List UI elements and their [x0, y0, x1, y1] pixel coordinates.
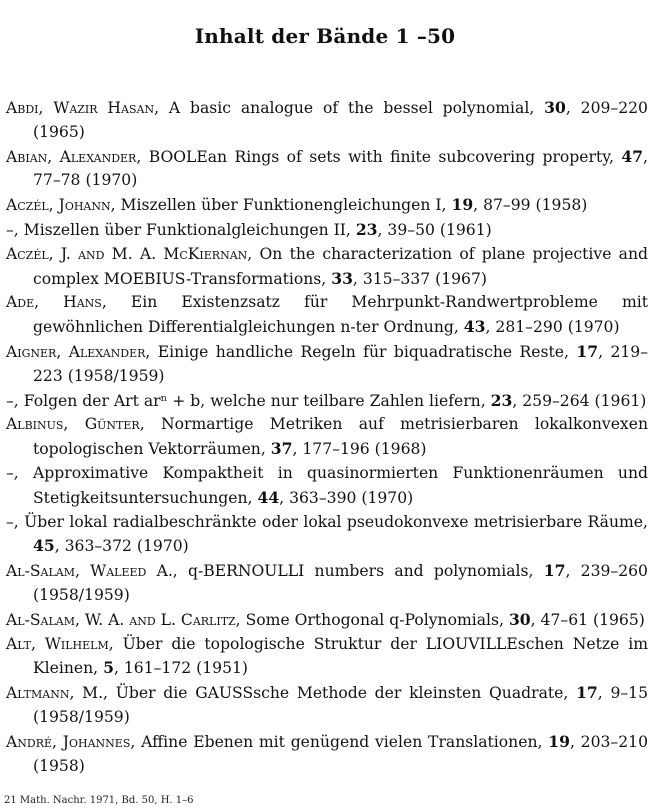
entry-volume: 17	[543, 561, 566, 581]
entry-author: André, Johannes,	[6, 732, 136, 751]
index-entry	[6, 218, 648, 243]
index-entry	[6, 96, 648, 145]
entry-title: Ein Existenzsatz für Mehrpunkt-Randwertprobleme mit gewöhnlichen Differentialgleichungen n-ter Ordnung,	[33, 293, 649, 337]
entry-author: Altmann, M.,	[6, 684, 109, 703]
entry-volume: 30	[544, 98, 566, 117]
index-entry	[6, 608, 648, 633]
entry-pages-year: , 219–223 (1958/1959)	[33, 342, 649, 385]
entry-pages-year: , 259–264 (1961)	[512, 391, 647, 410]
index-entry	[6, 633, 648, 682]
page-footer: 21 Math. Nachr. 1971, Bd. 50, H. 1–6	[4, 795, 194, 806]
entry-author: Ade, Hans,	[6, 293, 107, 312]
entry-title: Normartige Metriken auf metrisierbaren lokalkonvexen topologischen Vektorräumen,	[33, 415, 648, 459]
index-entry	[6, 340, 648, 389]
entry-title: Über die topologische Struktur der LIOUVILLEschen Netze im Kleinen,	[33, 634, 648, 678]
entry-volume: 19	[548, 731, 570, 751]
entry-volume: 17	[576, 341, 599, 361]
entry-volume: 23	[490, 390, 513, 410]
index-entry	[6, 559, 648, 608]
entry-volume: 45	[33, 536, 55, 556]
entry-pages-year: , 161–172 (1951)	[113, 659, 248, 678]
entry-author: Aczél, J. and M. A. McKiernan,	[6, 244, 253, 263]
entry-title: On the characterization of plane projective and complex MOEBIUS-Transformations,	[33, 244, 649, 288]
entry-volume: 5	[103, 658, 114, 678]
entry-author: –,	[6, 220, 19, 239]
entry-pages-year: , 239–260 (1958/1959)	[33, 562, 648, 604]
entry-volume: 44	[257, 487, 280, 507]
entry-pages-year: , 363–372 (1970)	[54, 537, 189, 556]
entry-volume: 43	[463, 317, 486, 337]
entry-title: Über lokal radialbeschränkte oder lokal pseudokonvexe metrisierbare Räume,	[18, 512, 648, 531]
entry-author: Abdi, Wazir Hasan,	[6, 99, 160, 117]
entry-author: Al-Salam, Waleed A.,	[6, 562, 178, 581]
entry-title: q-BERNOULLI numbers and polynomials,	[177, 562, 544, 581]
entry-author: Al-Salam, W. A. and L. Carlitz,	[6, 610, 241, 629]
entry-author: –,	[6, 512, 19, 531]
entry-title: Affine Ebenen mit genügend vielen Translationen,	[135, 732, 549, 751]
entry-pages-year: , 47–61 (1965)	[530, 610, 645, 629]
entry-author: Albinus, Günter,	[6, 415, 145, 434]
entry-pages-year: , 87–99 (1958)	[473, 196, 588, 215]
index-entry	[6, 389, 648, 414]
entry-title: Approximative Kompaktheit in quasinormierten Funktionenräumen und Stetigkeitsuntersuchungen,	[18, 463, 648, 507]
entry-volume: 30	[508, 609, 531, 629]
entry-author: Aigner, Alexander,	[6, 342, 151, 361]
index-entry-list	[6, 96, 648, 778]
entry-title: BOOLEan Rings of sets with finite subcovering property,	[141, 147, 622, 166]
index-entry	[6, 243, 648, 292]
index-entry	[6, 511, 648, 560]
entry-volume: 17	[576, 683, 598, 703]
entry-pages-year: , 9–15 (1958/1959)	[33, 684, 649, 726]
index-entry	[6, 413, 648, 462]
entry-title: Miszellen über Funktionengleichungen I,	[115, 196, 452, 215]
entry-author: Abian, Alexander,	[6, 147, 142, 166]
entry-author: Aczél, Johann,	[6, 196, 116, 215]
entry-title: Einige handliche Regeln für biquadratische Reste,	[150, 342, 577, 361]
index-entry	[6, 730, 648, 779]
page-title: Inhalt der Bände 1 –50	[194, 24, 456, 48]
entry-author: –,	[6, 463, 19, 482]
entry-pages-year: , 77–78 (1970)	[33, 147, 648, 190]
entry-author: Alt, Wilhelm,	[6, 634, 114, 653]
entry-pages-year: , 203–210 (1958)	[33, 732, 648, 775]
entry-pages-year: , 39–50 (1961)	[377, 220, 492, 239]
entry-volume: 19	[451, 195, 474, 215]
entry-title: Folgen der Art arⁿ + b, welche nur teilbare Zahlen liefern,	[18, 391, 491, 410]
index-entry	[6, 145, 648, 194]
entry-pages-year: , 363–390 (1970)	[279, 488, 414, 507]
entry-title: Über die GAUSSsche Methode der kleinsten Quadrate,	[108, 684, 577, 703]
entry-pages-year: , 177–196 (1968)	[292, 440, 427, 459]
entry-volume: 37	[270, 439, 293, 459]
entry-title: Some Orthogonal q-Polynomials,	[240, 610, 509, 629]
entry-author: –,	[6, 391, 19, 410]
entry-volume: 33	[331, 268, 353, 288]
index-entry	[6, 681, 648, 730]
entry-pages-year: , 315–337 (1967)	[352, 269, 487, 288]
entry-pages-year: , 281–290 (1970)	[485, 318, 620, 337]
entry-title: Miszellen über Funktionalgleichungen II,	[18, 220, 356, 239]
entry-title: A basic analogue of the bessel polynomial,	[159, 99, 545, 117]
entry-volume: 47	[621, 146, 644, 166]
index-entry	[6, 291, 648, 340]
entry-pages-year: , 209–220 (1965)	[33, 99, 648, 141]
index-entry	[6, 462, 648, 511]
index-entry	[6, 193, 648, 218]
entry-volume: 23	[355, 219, 378, 239]
